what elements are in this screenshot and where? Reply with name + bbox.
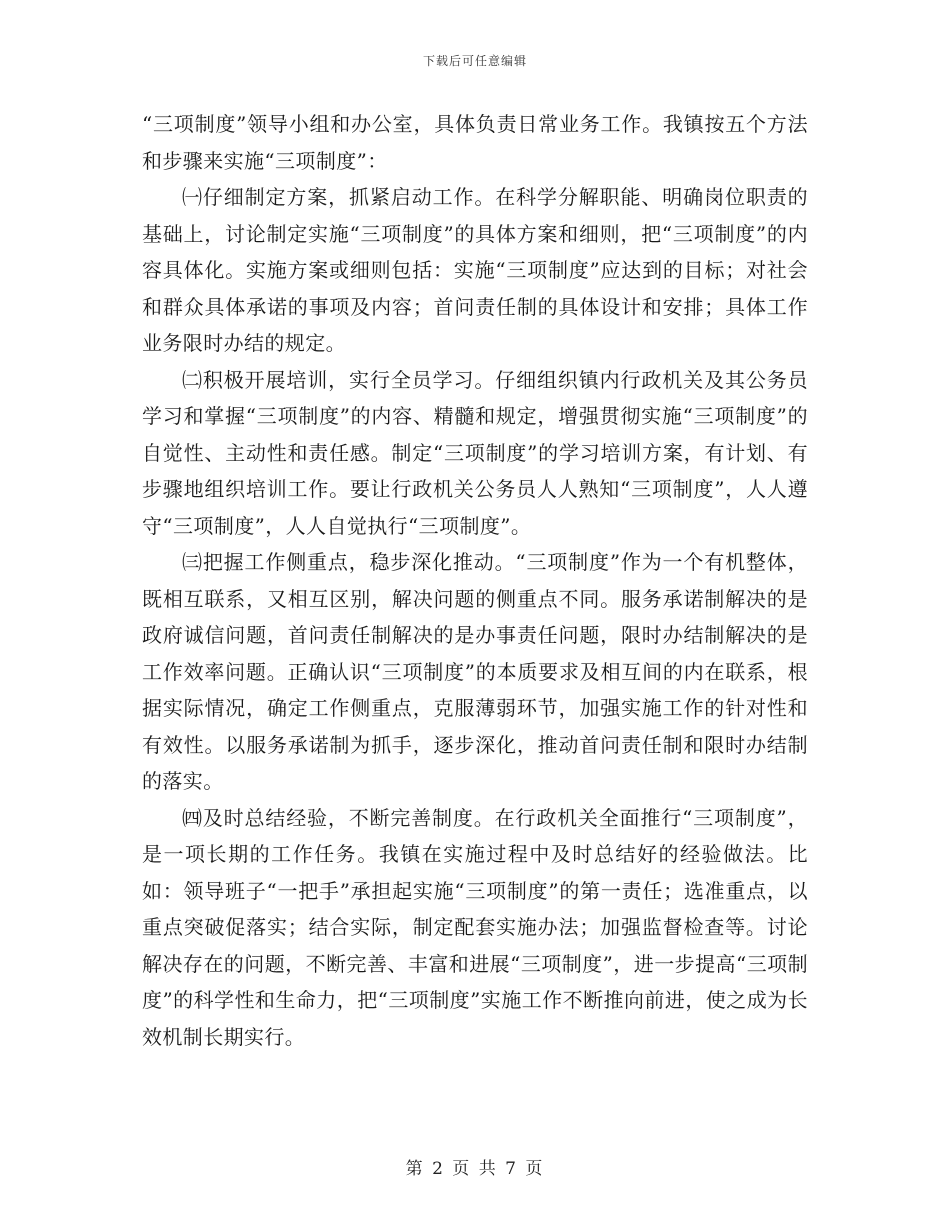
paragraph-4: ㈣及时总结经验，不断完善制度。在行政机关全面推行“三项制度”，是一项长期的工作任务。我镇在实施过程中及时总结好的经验做法。比如：领导班子“一把手”承担起实施“三项制度”的第一责任；选准重点，以重点突破促落实；结合实际，制定配套实施办法；加强监督检查等。讨论解决存在的问题，不断完善、丰富和进展“三项制度”，进一步提高“三项制度”的科学性和生命力，把“三项制度”实施工作不断推向前进，使之成为长效机制长期实行。: [142, 805, 808, 1049]
paragraph-2: ㈡积极开展培训，实行全员学习。仔细组织镇内行政机关及其公务员学习和掌握“三项制度”的内容、精髓和规定，增强贯彻实施“三项制度”的自觉性、主动性和责任感。制定“三项制度”的学习培训方案，有计划、有步骤地组织培训工作。要让行政机关公务员人人熟知“三项制度”，人人遵守“三项制度”，人人自觉执行“三项制度”。: [142, 367, 808, 538]
page-header: 下载后可任意编辑: [422, 54, 527, 68]
page-number: 第 2 页 共 7 页: [405, 1159, 545, 1179]
document-body: [142, 106, 808, 1055]
paragraph-3: ㈢把握工作侧重点，稳步深化推动。“三项制度”作为一个有机整体，既相互联系，又相互区别，解决问题的侧重点不同。服务承诺制解决的是政府诚信问题，首问责任制解决的是办事责任问题，限时办结制解决的是工作效率问题。正确认识“三项制度”的本质要求及相互间的内在联系，根据实际情况，确定工作侧重点，克服薄弱环节，加强实施工作的针对性和有效性。以服务承诺制为抓手，逐步深化，推动首问责任制和限时办结制的落实。: [142, 550, 808, 793]
paragraph-continuation: “三项制度”领导小组和办公室，具体负责日常业务工作。我镇按五个方法和步骤来实施“三项制度”：: [142, 112, 808, 173]
paragraph-1: ㈠仔细制定方案，抓紧启动工作。在科学分解职能、明确岗位职责的基础上，讨论制定实施“三项制度”的具体方案和细则，把“三项制度”的内容具体化。实施方案或细则包括：实施“三项制度”应达到的目标；对社会和群众具体承诺的事项及内容；首问责任制的具体设计和安排；具体工作业务限时办结的规定。: [142, 185, 808, 355]
